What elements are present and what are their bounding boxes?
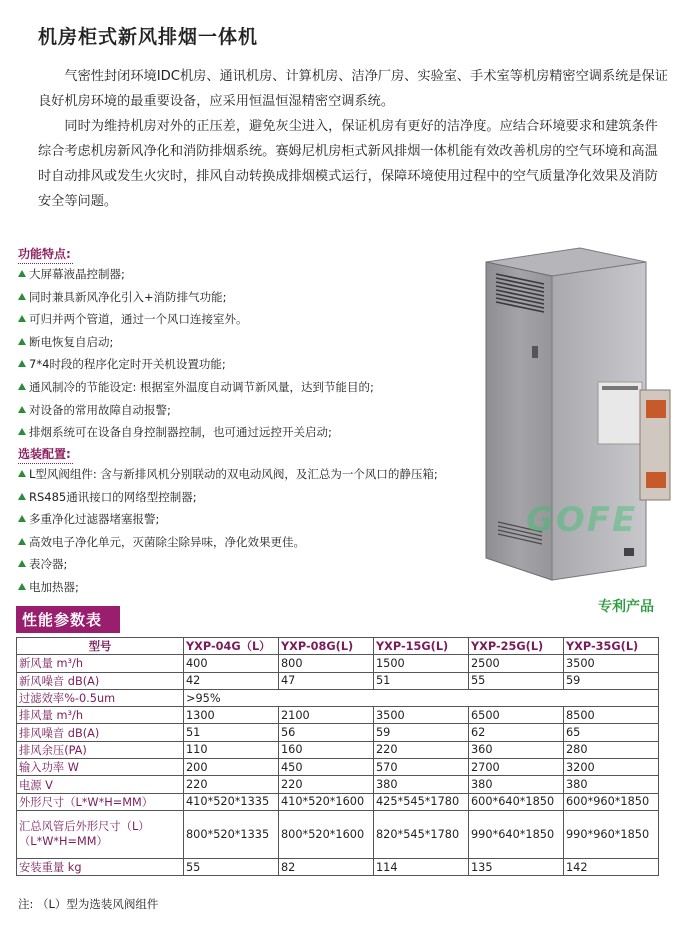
- performance-table: [16, 637, 659, 876]
- table-row: [17, 858, 659, 875]
- table-cell: 114: [374, 858, 469, 875]
- table-cell: 51: [184, 724, 279, 741]
- row-label: 输入功率 W: [17, 759, 184, 776]
- table-cell: 3500: [374, 707, 469, 724]
- list-item: 高效电子净化单元，灭菌除尘除异味，净化效果更佳。: [18, 531, 438, 554]
- table-cell: 160: [279, 741, 374, 758]
- table-cell: 59: [374, 724, 469, 741]
- table-cell: 450: [279, 759, 374, 776]
- table-row: [17, 707, 659, 724]
- row-label: 排风噪音 dB(A): [17, 724, 184, 741]
- table-row: [17, 776, 659, 793]
- row-label: 排风余压(PA): [17, 741, 184, 758]
- triangle-bullet-icon: [18, 428, 26, 435]
- table-cell: 410*520*1600: [279, 793, 374, 810]
- row-label: 电源 V: [17, 776, 184, 793]
- table-cell: 55: [469, 672, 564, 689]
- footnote: 注: （L）型为选装风阀组件: [18, 897, 159, 911]
- table-row: [17, 793, 659, 810]
- table-cell: 380: [374, 776, 469, 793]
- row-label: 过滤效率%-0.5um: [17, 689, 184, 706]
- table-cell: 59: [564, 672, 659, 689]
- row-label: 汇总风管后外形尺寸（L）（L*W*H=MM）: [17, 810, 184, 858]
- performance-heading: 性能参数表: [16, 606, 120, 633]
- triangle-bullet-icon: [18, 470, 26, 477]
- triangle-bullet-icon: [18, 583, 26, 590]
- table-row: [17, 689, 659, 706]
- table-cell: 135: [469, 858, 564, 875]
- list-item: 多重净化过滤器堵塞报警;: [18, 508, 438, 531]
- table-cell: 410*520*1335: [184, 793, 279, 810]
- list-item: 同时兼具新风净化引入+消防排气功能;: [18, 286, 374, 309]
- table-cell: 2100: [279, 707, 374, 724]
- table-cell: 800*520*1335: [184, 810, 279, 858]
- table-cell: 220: [184, 776, 279, 793]
- list-item: 大屏幕液晶控制器;: [18, 263, 374, 286]
- table-cell: 600*960*1850: [564, 793, 659, 810]
- intro-text: [38, 64, 668, 214]
- table-cell: >95%: [184, 689, 659, 706]
- table-cell: 380: [564, 776, 659, 793]
- list-item: L型风阀组件: 含与新排风机分别联动的双电动风阀，及汇总为一个风口的静压箱;: [18, 463, 438, 486]
- triangle-bullet-icon: [18, 360, 26, 367]
- patent-label: 专利产品: [598, 599, 654, 615]
- watermark-logo: GOFE: [526, 500, 638, 540]
- model-cell: YXP-08G(L): [279, 638, 374, 655]
- table-cell: 56: [279, 724, 374, 741]
- triangle-bullet-icon: [18, 515, 26, 522]
- table-cell: 990*960*1850: [564, 810, 659, 858]
- table-cell: 820*545*1780: [374, 810, 469, 858]
- triangle-bullet-icon: [18, 406, 26, 413]
- table-cell: 200: [184, 759, 279, 776]
- features-heading: 功能特点:: [18, 245, 73, 264]
- table-cell: 65: [564, 724, 659, 741]
- list-item: 通风制冷的节能设定: 根据室外温度自动调节新风量，达到节能目的;: [18, 376, 374, 399]
- table-cell: 82: [279, 858, 374, 875]
- table-cell: 600*640*1850: [469, 793, 564, 810]
- table-cell: 42: [184, 672, 279, 689]
- table-row: [17, 741, 659, 758]
- triangle-bullet-icon: [18, 293, 26, 300]
- table-header-row: [17, 638, 659, 655]
- triangle-bullet-icon: [18, 338, 26, 345]
- table-cell: 1300: [184, 707, 279, 724]
- features-list: [18, 263, 374, 444]
- intro-paragraph: 同时为维持机房对外的正压差，避免灰尘进入，保证机房有更好的洁净度。应结合环境要求和建筑条件综合考虑机房新风净化和消防排烟系统。赛姆尼机房柜式新风排烟一体机能有效改善机房的空气环境和高温时自动排风或发生火灾时，排风自动转换成排烟模式运行，保障环境使用过程中的空气质量净化效果及消防安全等问题。: [38, 119, 658, 209]
- table-cell: 51: [374, 672, 469, 689]
- table-cell: 425*545*1780: [374, 793, 469, 810]
- table-cell: 3200: [564, 759, 659, 776]
- list-item: 电加热器;: [18, 576, 438, 599]
- options-list: [18, 463, 438, 599]
- list-item: 7*4时段的程序化定时开关机设置功能;: [18, 353, 374, 376]
- list-item: RS485通讯接口的网络型控制器;: [18, 486, 438, 509]
- triangle-bullet-icon: [18, 560, 26, 567]
- table-cell: 800: [279, 655, 374, 672]
- table-cell: 400: [184, 655, 279, 672]
- table-cell: 55: [184, 858, 279, 875]
- model-cell: YXP-04G（L）: [184, 638, 279, 655]
- row-label: 外形尺寸（L*W*H=MM）: [17, 793, 184, 810]
- table-cell: 1500: [374, 655, 469, 672]
- intro-paragraph: 气密性封闭环境IDC机房、通讯机房、计算机房、洁净厂房、实验室、手术室等机房精密空调系统是保证良好机房环境的最重要设备，应采用恒温恒湿精密空调系统。: [38, 69, 668, 109]
- table-cell: 280: [564, 741, 659, 758]
- list-item: 断电恢复自启动;: [18, 331, 374, 354]
- table-cell: 142: [564, 858, 659, 875]
- table-row: [17, 810, 659, 858]
- row-label: 安装重量 kg: [17, 858, 184, 875]
- list-item: 对设备的常用故障自动报警;: [18, 399, 374, 422]
- table-cell: 6500: [469, 707, 564, 724]
- table-cell: 360: [469, 741, 564, 758]
- model-cell: YXP-25G(L): [469, 638, 564, 655]
- table-row: [17, 759, 659, 776]
- table-cell: 2700: [469, 759, 564, 776]
- table-cell: 990*640*1850: [469, 810, 564, 858]
- table-cell: 220: [279, 776, 374, 793]
- table-cell: 3500: [564, 655, 659, 672]
- table-cell: 8500: [564, 707, 659, 724]
- triangle-bullet-icon: [18, 538, 26, 545]
- list-item: 排烟系统可在设备自身控制器控制，也可通过远控开关启动;: [18, 421, 374, 444]
- table-cell: 2500: [469, 655, 564, 672]
- table-cell: 380: [469, 776, 564, 793]
- model-header-cell: 型号: [17, 638, 184, 655]
- model-cell: YXP-15G(L): [374, 638, 469, 655]
- table-cell: 62: [469, 724, 564, 741]
- model-cell: YXP-35G(L): [564, 638, 659, 655]
- table-cell: 220: [374, 741, 469, 758]
- triangle-bullet-icon: [18, 493, 26, 500]
- table-cell: 110: [184, 741, 279, 758]
- row-label: 排风量 m³/h: [17, 707, 184, 724]
- list-item: 可归并两个管道，通过一个风口连接室外。: [18, 308, 374, 331]
- page-title: 机房柜式新风排烟一体机: [38, 26, 259, 48]
- row-label: 新风量 m³/h: [17, 655, 184, 672]
- triangle-bullet-icon: [18, 315, 26, 322]
- list-item: 表冷器;: [18, 553, 438, 576]
- table-cell: 570: [374, 759, 469, 776]
- triangle-bullet-icon: [18, 270, 26, 277]
- table-row: [17, 672, 659, 689]
- options-heading: 选装配置:: [18, 445, 73, 464]
- table-row: [17, 655, 659, 672]
- table-cell: 800*520*1600: [279, 810, 374, 858]
- row-label: 新风噪音 dB(A): [17, 672, 184, 689]
- triangle-bullet-icon: [18, 383, 26, 390]
- table-row: [17, 724, 659, 741]
- table-cell: 47: [279, 672, 374, 689]
